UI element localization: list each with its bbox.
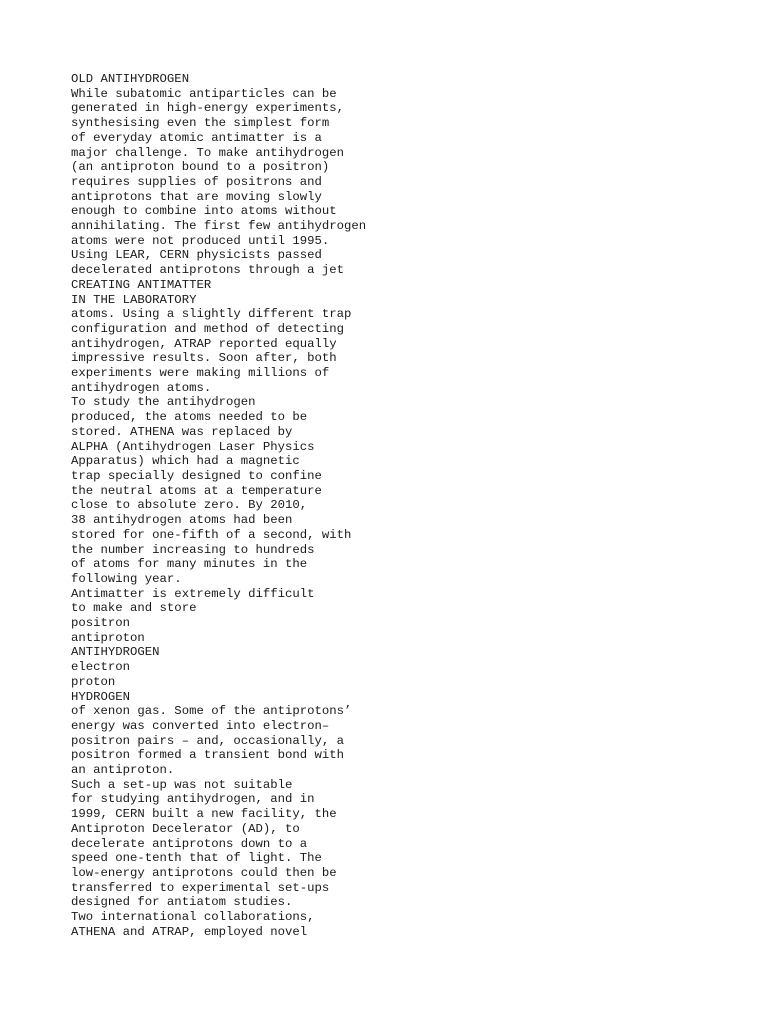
text-line: close to absolute zero. By 2010, [71, 498, 308, 513]
text-line: of everyday atomic antimatter is a [71, 130, 322, 145]
text-line: major challenge. To make antihydrogen [71, 145, 345, 160]
text-line: decelerated antiprotons through a jet [71, 263, 345, 278]
text-line: annihilating. The first few antihydrogen [71, 219, 367, 234]
diagram-label: proton [71, 674, 116, 689]
text-line: enough to combine into atoms without [71, 204, 337, 219]
section-heading: OLD ANTIHYDROGEN [71, 72, 190, 86]
text-line: the number increasing to hundreds [71, 542, 315, 557]
text-line: produced, the atoms needed to be [71, 410, 308, 425]
diagram-label: ANTIHYDROGEN [71, 645, 160, 660]
text-line: designed for antiatom studies. [71, 895, 293, 910]
text-line: transferred to experimental set-ups [71, 880, 330, 895]
text-line: configuration and method of detecting [71, 321, 345, 336]
text-line: requires supplies of positrons and [71, 174, 322, 189]
caption-line: Antimatter is extremely difficult [71, 586, 315, 601]
text-line: of xenon gas. Some of the antiprotons’ [71, 704, 352, 719]
text-line: Such a set-up was not suitable [71, 777, 293, 792]
text-line: antihydrogen atoms. [71, 380, 212, 395]
caption-line: to make and store [71, 601, 197, 616]
text-line: generated in high-energy experiments, [71, 101, 345, 116]
text-line: low-energy antiprotons could then be [71, 865, 337, 880]
text-line: Using LEAR, CERN physicists passed [71, 248, 322, 263]
text-line: positron formed a transient bond with [71, 748, 345, 763]
text-line: (an antiproton bound to a positron) [71, 160, 330, 175]
text-line: an antiproton. [71, 763, 175, 778]
diagram-label: HYDROGEN [71, 689, 131, 704]
text-line: ATHENA and ATRAP, employed novel [71, 924, 308, 939]
text-line: speed one-tenth that of light. The [71, 851, 322, 866]
text-line: energy was converted into electron– [71, 718, 330, 733]
text-line: stored. ATHENA was replaced by [71, 424, 293, 439]
text-line: To study the antihydrogen [71, 395, 256, 410]
text-line: Two international collaborations, [71, 910, 315, 925]
text-line: experiments were making millions of [71, 366, 330, 381]
text-line: atoms. Using a slightly different trap [71, 307, 352, 322]
diagram-label: electron [71, 660, 131, 675]
text-line: synthesising even the simplest form [71, 116, 330, 131]
text-line: decelerate antiprotons down to a [71, 836, 308, 851]
text-line: ALPHA (Antihydrogen Laser Physics [71, 439, 315, 454]
text-line: for studying antihydrogen, and in [71, 792, 315, 807]
text-line: While subatomic antiparticles can be [71, 86, 337, 101]
document-page [71, 72, 751, 939]
text-line: the neutral atoms at a temperature [71, 483, 322, 498]
text-line: positron pairs – and, occasionally, a [71, 733, 345, 748]
diagram-label: positron [71, 616, 131, 631]
text-line: Apparatus) which had a magnetic [71, 454, 300, 469]
text-line: atoms were not produced until 1995. [71, 233, 330, 248]
title-line: CREATING ANTIMATTER [71, 277, 212, 292]
text-line: impressive results. Soon after, both [71, 351, 337, 366]
text-line: antiprotons that are moving slowly [71, 189, 322, 204]
text-line: of atoms for many minutes in the [71, 557, 308, 572]
diagram-label: antiproton [71, 630, 145, 645]
text-line: Antiproton Decelerator (AD), to [71, 821, 300, 836]
text-line: antihydrogen, ATRAP reported equally [71, 336, 337, 351]
text-line: 1999, CERN built a new facility, the [71, 807, 337, 822]
title-line: IN THE LABORATORY [71, 292, 197, 307]
text-line: trap specially designed to confine [71, 468, 322, 483]
text-line: 38 antihydrogen atoms had been [71, 513, 293, 528]
text-line: following year. [71, 571, 182, 586]
text-line: stored for one-fifth of a second, with [71, 527, 352, 542]
